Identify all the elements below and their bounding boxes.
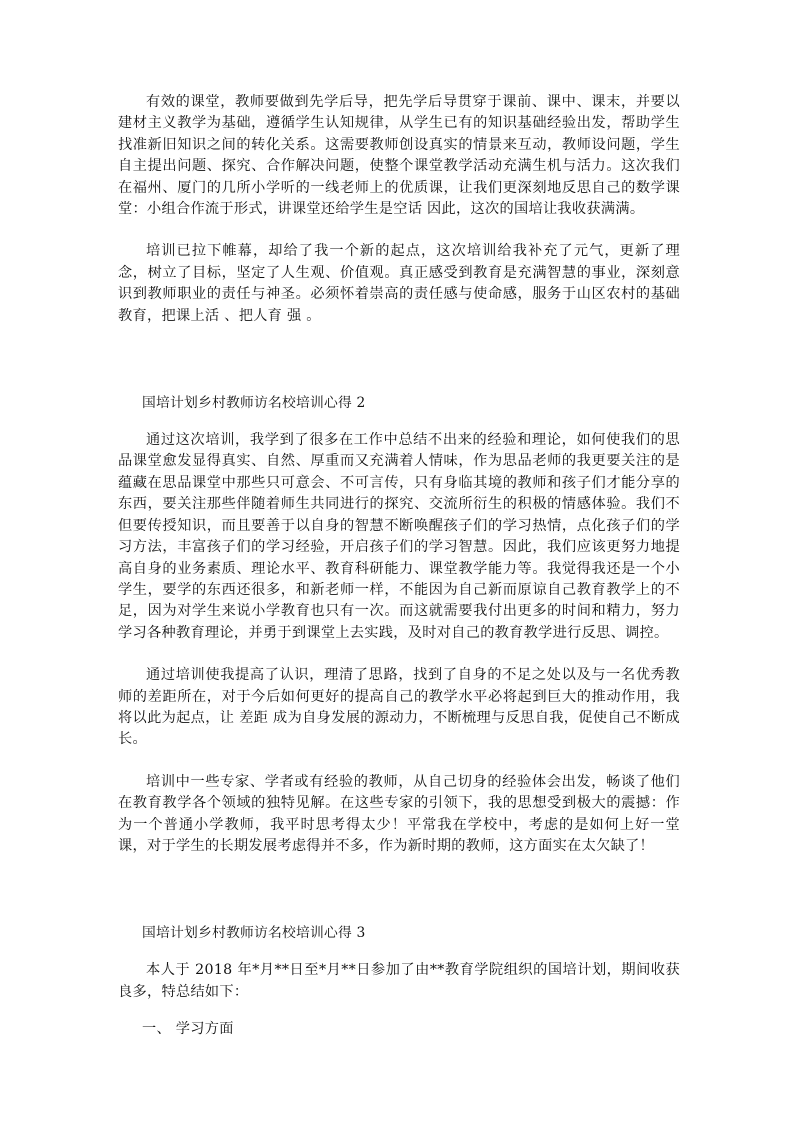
subsection-study: 一、 学习方面 (142, 1021, 234, 1038)
paragraph-effective-classroom: 有效的课堂，教师要做到先学后导，把先学后导贯穿于课前、课中、课末，并要以建材主义教学为基础，遵循学生认知规律，从学生已有的知识基础经验出发，帮助学生找准新旧知识之间的转化关系。这需要教师创设真实的情景来互动，教师设问题，学生自主提出问题、探究、合作解决问题，使整个课堂教学活动充满生机与活力。这次我们在福州、厦门的几所小学听的一线老师上的优质课，让我们更深刻地反思自己的数学课堂：小组合作流于形式，讲课堂还给学生是空话 因此，这次的国培让我收获满满。 (118, 94, 680, 218)
section-heading-2: 国培计划乡村教师访名校培训心得 2 (142, 395, 366, 412)
paragraph-participation: 本人于 2018 年*月**日至*月**日参加了由**教育学院组织的国培计划，期间收获良多，特总结如下： (118, 962, 680, 1000)
document-page (118, 92, 680, 1040)
paragraph-training-experience: 通过这次培训，我学到了很多在工作中总结不出来的经验和理论，如何使我们的思品课堂愈发显得真实、自然、厚重而又充满着人情味，作为思品老师的我更要关注的是蕴藏在思品课堂中那些只可意会、不可言传，只有身临其境的教师和孩子们才能分享的东西，要关注那些伴随着师生共同进行的探究、交流所衍生的积极的情感体验。我们不但要传授知识，而且要善于以自身的智慧不断唤醒孩子们的学习热情，点化孩子们的学习方法，丰富孩子们的学习经验，开启孩子们的学习智慧。因此，我们应该更努力地提高自身的业务素质、理论水平、教育科研能力、课堂教学能力等。我觉得我还是一个小学生，要学的东西还很多，和新老师一样，不能因为自己新而原谅自己教育教学上的不足，因为对学生来说小学教育也只有一次。而这就需要我付出更多的时间和精力，努力学习各种教育理论，并勇于到课堂上去实践，及时对自己的教育教学进行反思、调控。 (118, 432, 680, 641)
section-heading-3: 国培计划乡村教师访名校培训心得 3 (142, 925, 366, 942)
paragraph-training-conclusion: 培训已拉下帷幕，却给了我一个新的起点，这次培训给我补充了元气，更新了理念，树立了目标，坚定了人生观、价值观。真正感受到教育是充满智慧的事业，深刻意识到教师职业的责任与神圣。必须怀着崇高的责任感与使命感，服务于山区农村的基础教育，把课上活 、把人育 强 。 (118, 243, 680, 324)
paragraph-experts: 培训中一些专家、学者或有经验的教师，从自己切身的经验体会出发，畅谈了他们在教育教学各个领域的独特见解。在这些专家的引领下，我的思想受到极大的震撼：作为一个普通小学教师，我平时思考得太少！平常我在学校中，考虑的是如何上好一堂课，对于学生的长期发展考虑得并不多，作为新时期的教师，这方面实在太欠缺了！ (118, 773, 680, 854)
paragraph-understanding: 通过培训使我提高了认识，理清了思路，找到了自身的不足之处以及与一名优秀教师的差距所在，对于今后如何更好的提高自己的教学水平必将起到巨大的推动作用，我将以此为起点，让 差距 成为自身发展的源动力，不断梳理与反思自我，促使自己不断成长。 (118, 667, 680, 748)
